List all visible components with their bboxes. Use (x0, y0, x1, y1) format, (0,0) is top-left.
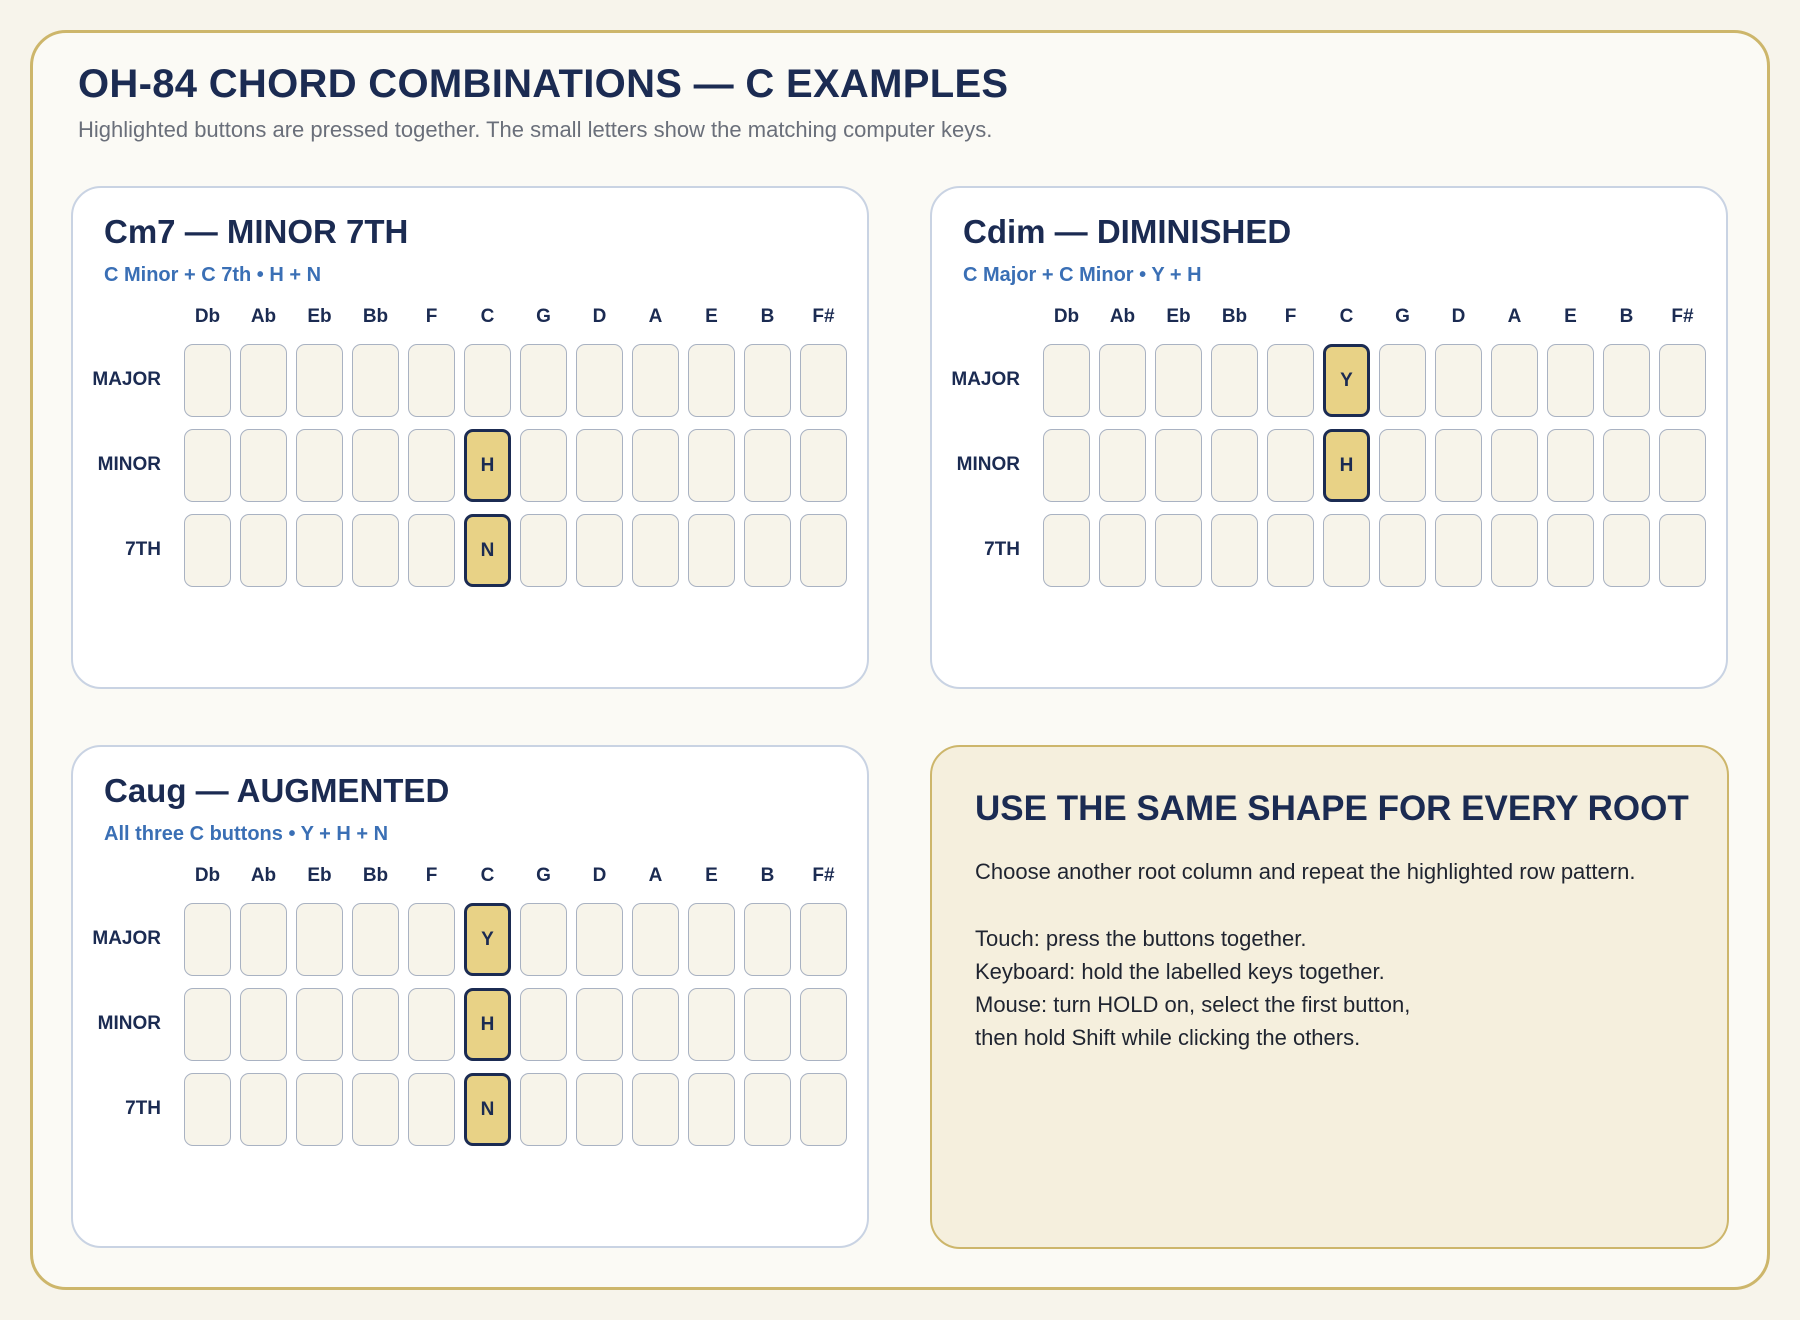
chord-button-minor-d[interactable] (576, 429, 623, 502)
page-title: OH-84 CHORD COMBINATIONS — C EXAMPLES (78, 62, 1009, 106)
chord-panel-caug (71, 745, 869, 1248)
column-header-c: C (1339, 306, 1354, 327)
chord-button-minor-fsharp[interactable] (800, 988, 847, 1061)
chord-button-major-e[interactable] (688, 344, 735, 417)
key-letter: H (480, 454, 495, 476)
chord-button-minor-a[interactable] (632, 429, 679, 502)
chord-button-major-b[interactable] (1603, 344, 1650, 417)
chord-button-minor-c[interactable] (464, 429, 511, 502)
chord-button-7th-b[interactable] (1603, 514, 1650, 587)
chord-button-major-g[interactable] (1379, 344, 1426, 417)
chord-button-7th-fsharp[interactable] (800, 1073, 847, 1146)
chord-button-minor-eb[interactable] (296, 988, 343, 1061)
column-header-e: E (705, 306, 718, 327)
chord-button-7th-fsharp[interactable] (800, 514, 847, 587)
chord-button-minor-d[interactable] (1435, 429, 1482, 502)
chord-button-minor-a[interactable] (1491, 429, 1538, 502)
chord-button-minor-g[interactable] (520, 429, 567, 502)
row-label-major: MAJOR (92, 369, 161, 390)
chord-button-minor-e[interactable] (1547, 429, 1594, 502)
chord-button-minor-eb[interactable] (1155, 429, 1202, 502)
chord-button-7th-db[interactable] (1043, 514, 1090, 587)
info-title: USE THE SAME SHAPE FOR EVERY ROOT (975, 789, 1689, 828)
chord-button-7th-g[interactable] (520, 1073, 567, 1146)
column-header-a: A (648, 306, 663, 327)
column-header-db: Db (194, 865, 221, 886)
chord-title: Cdim — DIMINISHED (963, 213, 1292, 250)
column-header-g: G (1395, 306, 1410, 327)
page-subtitle: Highlighted buttons are pressed together. The small letters show the matching computer keys. (78, 117, 993, 142)
chord-button-minor-d[interactable] (576, 988, 623, 1061)
chord-button-minor-c[interactable] (1323, 429, 1370, 502)
column-header-c: C (480, 306, 495, 327)
chord-button-major-bb[interactable] (1211, 344, 1258, 417)
chord-button-major-eb[interactable] (1155, 344, 1202, 417)
info-line-root: Choose another root column and repeat the highlighted row pattern. (975, 859, 1636, 884)
chord-button-major-bb[interactable] (352, 903, 399, 976)
column-header-f: F (425, 306, 438, 327)
chord-button-major-d[interactable] (1435, 344, 1482, 417)
row-label-7th: 7TH (125, 539, 161, 560)
chord-subtitle: C Minor + C 7th • H + N (104, 264, 322, 286)
chord-button-7th-a[interactable] (632, 1073, 679, 1146)
row-label-major: MAJOR (92, 928, 161, 949)
chord-panel-cm7 (71, 186, 869, 689)
chord-button-minor-e[interactable] (688, 988, 735, 1061)
chord-title: Cm7 — MINOR 7TH (104, 213, 409, 250)
column-header-f: F (1284, 306, 1297, 327)
chord-button-7th-eb[interactable] (1155, 514, 1202, 587)
chord-button-minor-f[interactable] (408, 988, 455, 1061)
column-header-eb: Eb (307, 306, 332, 327)
row-label-major: MAJOR (951, 369, 1020, 390)
chord-button-7th-ab[interactable] (240, 514, 287, 587)
row-label-minor: MINOR (956, 454, 1020, 475)
chord-button-minor-ab[interactable] (1099, 429, 1146, 502)
chord-button-minor-f[interactable] (408, 429, 455, 502)
chord-button-major-c[interactable] (464, 903, 511, 976)
chord-button-minor-fsharp[interactable] (1659, 429, 1706, 502)
chord-button-major-a[interactable] (632, 903, 679, 976)
chord-button-7th-f[interactable] (1267, 514, 1314, 587)
chord-button-7th-e[interactable] (1547, 514, 1594, 587)
chord-title: Caug — AUGMENTED (104, 772, 450, 809)
chord-button-major-db[interactable] (184, 903, 231, 976)
chord-button-major-e[interactable] (688, 903, 735, 976)
column-header-ab: Ab (250, 865, 277, 886)
column-header-b: B (1619, 306, 1634, 327)
chord-button-minor-b[interactable] (1603, 429, 1650, 502)
chord-button-major-db[interactable] (184, 344, 231, 417)
chord-button-7th-bb[interactable] (352, 514, 399, 587)
chord-button-7th-bb[interactable] (352, 1073, 399, 1146)
chord-button-major-d[interactable] (576, 344, 623, 417)
chord-button-minor-c[interactable] (464, 988, 511, 1061)
column-header-b: B (760, 865, 775, 886)
chord-button-minor-b[interactable] (744, 429, 791, 502)
chord-button-7th-c[interactable] (464, 514, 511, 587)
chord-button-minor-ab[interactable] (240, 429, 287, 502)
column-header-eb: Eb (307, 865, 332, 886)
column-header-bb: Bb (362, 865, 389, 886)
chord-button-7th-b[interactable] (744, 1073, 791, 1146)
chord-button-7th-e[interactable] (688, 514, 735, 587)
chord-button-7th-ab[interactable] (240, 1073, 287, 1146)
column-header-eb: Eb (1166, 306, 1191, 327)
key-letter: N (480, 1098, 495, 1120)
column-header-b: B (760, 306, 775, 327)
chord-button-7th-bb[interactable] (1211, 514, 1258, 587)
column-header-f: F (425, 865, 438, 886)
chord-button-minor-f[interactable] (1267, 429, 1314, 502)
chord-button-minor-bb[interactable] (352, 988, 399, 1061)
info-panel (930, 745, 1729, 1249)
chord-button-major-ab[interactable] (1099, 344, 1146, 417)
chord-button-minor-bb[interactable] (1211, 429, 1258, 502)
info-line-touch: Touch: press the buttons together. (975, 926, 1307, 951)
row-label-7th: 7TH (125, 1098, 161, 1119)
chord-button-major-a[interactable] (1491, 344, 1538, 417)
column-header-g: G (536, 306, 551, 327)
chord-button-7th-fsharp[interactable] (1659, 514, 1706, 587)
chord-button-7th-a[interactable] (632, 514, 679, 587)
chord-button-minor-db[interactable] (184, 988, 231, 1061)
column-header-ab: Ab (250, 306, 277, 327)
column-header-e: E (705, 865, 718, 886)
chord-button-minor-a[interactable] (632, 988, 679, 1061)
info-line-mouse: Mouse: turn HOLD on, select the first button, (975, 992, 1411, 1017)
chord-button-major-ab[interactable] (240, 344, 287, 417)
chord-button-major-bb[interactable] (352, 344, 399, 417)
chord-button-major-f[interactable] (1267, 344, 1314, 417)
chord-panel-cdim (930, 186, 1728, 689)
chord-button-major-g[interactable] (520, 903, 567, 976)
chord-button-minor-fsharp[interactable] (800, 429, 847, 502)
key-letter: Y (481, 928, 494, 950)
chord-button-7th-f[interactable] (408, 1073, 455, 1146)
chord-subtitle: All three C buttons • Y + H + N (104, 823, 389, 845)
column-header-fsharp: F# (812, 306, 835, 327)
chord-button-major-eb[interactable] (296, 903, 343, 976)
key-letter: H (1339, 454, 1354, 476)
column-header-c: C (480, 865, 495, 886)
row-label-7th: 7TH (984, 539, 1020, 560)
info-line-shift: then hold Shift while clicking the others. (975, 1025, 1361, 1050)
chord-button-major-c[interactable] (1323, 344, 1370, 417)
chord-button-7th-f[interactable] (408, 514, 455, 587)
column-header-d: D (592, 865, 607, 886)
chord-button-minor-g[interactable] (1379, 429, 1426, 502)
chord-button-major-c[interactable] (464, 344, 511, 417)
chord-button-7th-d[interactable] (576, 514, 623, 587)
column-header-bb: Bb (362, 306, 389, 327)
column-header-db: Db (194, 306, 221, 327)
chord-subtitle: C Major + C Minor • Y + H (963, 264, 1202, 286)
chord-button-major-g[interactable] (520, 344, 567, 417)
chord-button-7th-db[interactable] (184, 1073, 231, 1146)
chord-button-major-f[interactable] (408, 903, 455, 976)
chord-button-minor-b[interactable] (744, 988, 791, 1061)
chord-button-major-d[interactable] (576, 903, 623, 976)
chord-button-major-e[interactable] (1547, 344, 1594, 417)
chord-button-7th-d[interactable] (576, 1073, 623, 1146)
column-header-db: Db (1053, 306, 1080, 327)
row-label-minor: MINOR (97, 1013, 161, 1034)
chord-button-7th-eb[interactable] (296, 514, 343, 587)
key-letter: Y (1340, 369, 1353, 391)
key-letter: H (480, 1013, 495, 1035)
chord-button-minor-db[interactable] (1043, 429, 1090, 502)
chord-button-7th-eb[interactable] (296, 1073, 343, 1146)
chord-button-major-db[interactable] (1043, 344, 1090, 417)
chord-button-minor-g[interactable] (520, 988, 567, 1061)
chord-button-7th-db[interactable] (184, 514, 231, 587)
chord-button-major-f[interactable] (408, 344, 455, 417)
column-header-g: G (536, 865, 551, 886)
column-header-d: D (592, 306, 607, 327)
column-header-e: E (1564, 306, 1577, 327)
chord-button-major-ab[interactable] (240, 903, 287, 976)
chord-button-major-fsharp[interactable] (800, 344, 847, 417)
chord-button-major-b[interactable] (744, 903, 791, 976)
chord-button-7th-ab[interactable] (1099, 514, 1146, 587)
chord-button-major-b[interactable] (744, 344, 791, 417)
chord-button-major-fsharp[interactable] (800, 903, 847, 976)
column-header-bb: Bb (1221, 306, 1248, 327)
chord-button-7th-d[interactable] (1435, 514, 1482, 587)
chord-button-7th-g[interactable] (520, 514, 567, 587)
chord-button-7th-a[interactable] (1491, 514, 1538, 587)
chord-button-minor-e[interactable] (688, 429, 735, 502)
column-header-a: A (648, 865, 663, 886)
chord-button-minor-bb[interactable] (352, 429, 399, 502)
column-header-fsharp: F# (812, 865, 835, 886)
column-header-ab: Ab (1109, 306, 1136, 327)
chord-button-7th-c[interactable] (464, 1073, 511, 1146)
info-line-keyboard: Keyboard: hold the labelled keys together. (975, 959, 1385, 984)
chord-button-7th-b[interactable] (744, 514, 791, 587)
row-label-minor: MINOR (97, 454, 161, 475)
key-letter: N (480, 539, 495, 561)
column-header-fsharp: F# (1671, 306, 1694, 327)
chord-button-major-a[interactable] (632, 344, 679, 417)
chord-button-major-eb[interactable] (296, 344, 343, 417)
chord-button-minor-db[interactable] (184, 429, 231, 502)
column-header-d: D (1451, 306, 1466, 327)
chord-button-7th-c[interactable] (1323, 514, 1370, 587)
column-header-a: A (1507, 306, 1522, 327)
chord-button-major-fsharp[interactable] (1659, 344, 1706, 417)
chord-button-minor-ab[interactable] (240, 988, 287, 1061)
chord-button-7th-g[interactable] (1379, 514, 1426, 587)
chord-button-minor-eb[interactable] (296, 429, 343, 502)
chord-button-7th-e[interactable] (688, 1073, 735, 1146)
